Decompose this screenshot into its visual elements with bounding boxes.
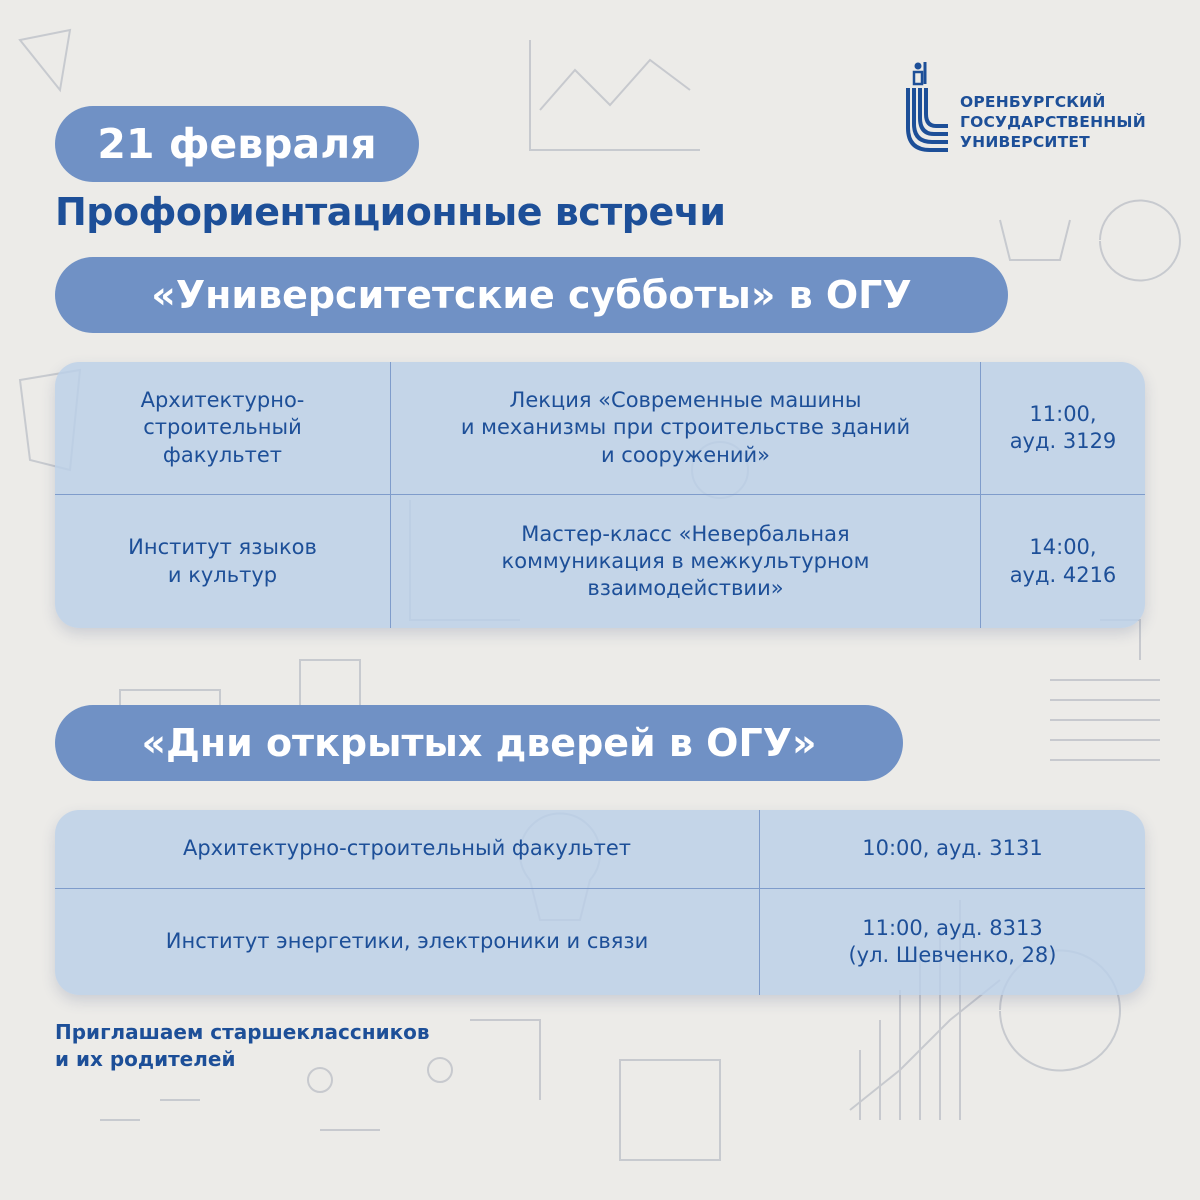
table-cell-unit: Архитектурно-строительный факультет	[55, 810, 760, 889]
open-days-heading: «Дни открытых дверей в ОГУ»	[55, 705, 903, 781]
saturdays-heading: «Университетские субботы» в ОГУ	[55, 257, 1008, 333]
university-emblem-icon	[900, 58, 952, 166]
saturdays-schedule-table	[55, 362, 1145, 628]
page-subtitle: Профориентационные встречи	[55, 190, 726, 234]
table-cell-unit: Архитектурно- строительный факультет	[55, 362, 391, 495]
table-cell-unit: Институт языков и культур	[55, 495, 391, 628]
university-logo	[900, 58, 1160, 168]
invitation-text: Приглашаем старшеклассников и их родителей	[55, 1020, 430, 1071]
table-cell-time: 11:00, ауд. 8313 (ул. Шевченко, 28)	[848, 915, 1057, 967]
open-days-schedule-table	[55, 810, 1145, 995]
date-badge: 21 февраля	[55, 106, 419, 182]
table-cell-event: Мастер-класс «Невербальная коммуникация в межкультурном взаимодействии»	[391, 495, 981, 628]
table-cell-time: 10:00, ауд. 3131	[760, 810, 1145, 889]
table-cell-time: 11:00, ауд. 3129	[981, 362, 1145, 495]
table-cell-unit: Институт энергетики, электроники и связи	[55, 889, 760, 995]
table-cell-event: Лекция «Современные машины и механизмы при строительстве зданий и сооружений»	[391, 362, 981, 495]
table-cell-time: 14:00, ауд. 4216	[1009, 535, 1117, 587]
university-name: ОРЕНБУРГСКИЙ ГОСУДАРСТВЕННЫЙ УНИВЕРСИТЕТ	[960, 93, 1146, 152]
